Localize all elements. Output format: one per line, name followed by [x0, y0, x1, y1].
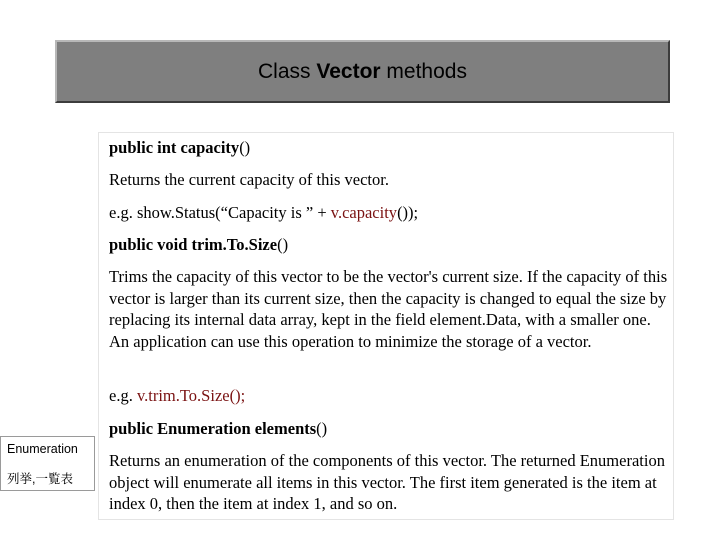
method-signature-elements: public Enumeration elements() — [109, 419, 328, 438]
method-description-capacity: Returns the current capacity of this vector. — [109, 170, 389, 189]
method-signature-capacity: public int capacity() — [109, 138, 251, 157]
side-note-box — [0, 436, 95, 491]
title-bar — [55, 40, 670, 103]
method-description-trim-to-size: Trims the capacity of this vector to be the vector's current size. If the capacity of this vector is larger than its current size, then the capacity is changed to equal the size by replacing its internal data array, kept in the field element.Data, with a smaller one. An application can use this operation to minimize the storage of a vector. — [109, 267, 668, 351]
method-example-trim-to-size: e.g. v.trim.To.Size(); — [109, 386, 246, 405]
method-example-capacity: e.g. show.Status(“Capacity is ” + v.capacity()); — [109, 203, 419, 222]
method-signature-trim-to-size: public void trim.To.Size() — [109, 235, 289, 254]
side-note-translation: 列挙,一覧表 — [7, 472, 73, 486]
slide-title: Class Vector methods — [258, 59, 467, 83]
side-note-term: Enumeration — [7, 442, 78, 456]
method-description-elements: Returns an enumeration of the components of this vector. The returned Enumeration object will enumerate all items in this vector. The first item generated is the item at index 0, then the item at index 1, and so on. — [109, 451, 665, 513]
